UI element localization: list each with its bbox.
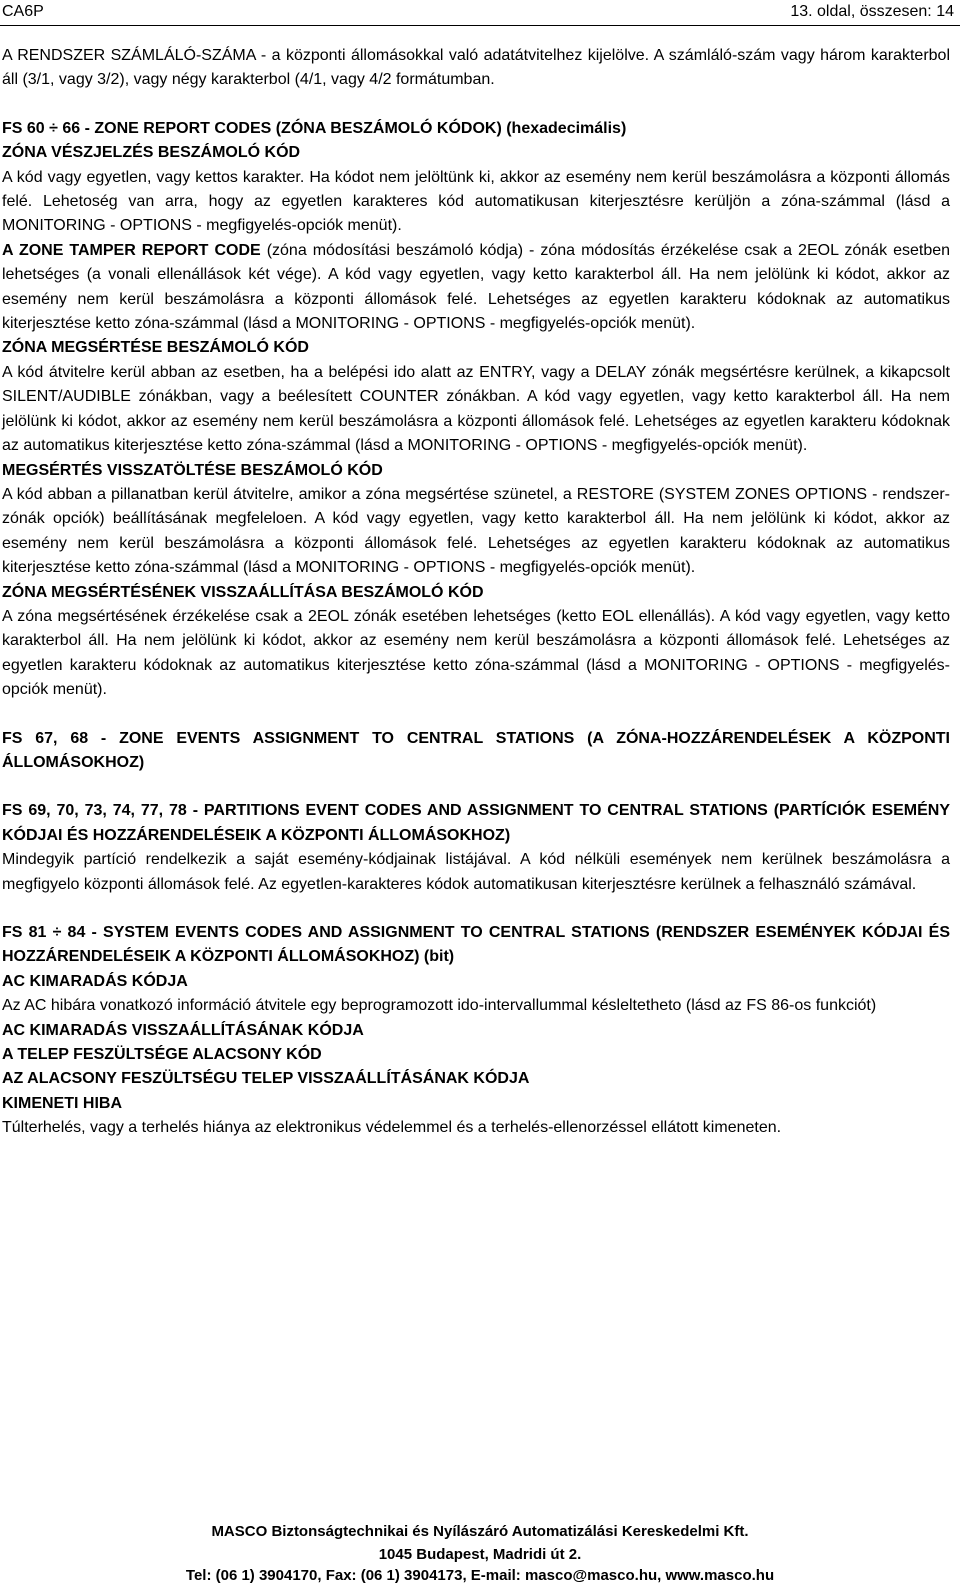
paragraph: A kód abban a pillanatban kerül átvitelre, amikor a zóna megsértése szünetel, a RESTORE (SYSTEM ZONES OPTIONS - rendszer-zónák opciók) beállításának megfeleloen. A kód vagy egyetlen, vagy ketto karakterbol áll. Ha nem jelölünk ki kódot, akkor az esemény nem kerül beszámolásra a központi állomások felé. Lehetséges az egyetlen karakteru kódoknak az automatikus kiterjesztése ketto zóna-számmal (lásd a MONITORING - OPTIONS - megfigyelés-opciók menüt).: [2, 485, 950, 577]
header-doc-id: CA6P: [2, 3, 44, 20]
section-heading: FS 67, 68 - ZONE EVENTS ASSIGNMENT TO CENTRAL STATIONS (A ZÓNA-HOZZÁRENDELÉSEK A KÖZPONTI ÁLLOMÁSOKHOZ): [2, 729, 950, 771]
section-heading: ZÓNA MEGSÉRTÉSÉNEK VISSZAÁLLÍTÁSA BESZÁMOLÓ KÓD: [2, 583, 484, 601]
section-heading: ZÓNA MEGSÉRTÉSE BESZÁMOLÓ KÓD: [2, 339, 309, 357]
paragraph: Az AC hibára vonatkozó információ átvitele egy beprogramozott ido-intervallummal késleltetheto (lásd az FS 86-os funkciót): [2, 997, 877, 1015]
section-heading: FS 81 ÷ 84 - SYSTEM EVENTS CODES AND ASSIGNMENT TO CENTRAL STATIONS (RENDSZER ESEMÉNYEK KÓDJAI ÉS HOZZÁRENDELÉSEIK A KÖZPONTI ÁLLOMÁSOKHOZ) (bit): [2, 924, 950, 966]
section-heading: AC KIMARADÁS KÓDJA: [2, 972, 188, 990]
section-heading: AC KIMARADÁS VISSZAÁLLÍTÁSÁNAK KÓDJA: [2, 1021, 364, 1039]
section-heading: FS 60 ÷ 66 - ZONE REPORT CODES (ZÓNA BESZÁMOLÓ KÓDOK) (hexadecimális): [2, 119, 627, 137]
section-heading: AZ ALACSONY FESZÜLTSÉGU TELEP VISSZAÁLLÍTÁSÁNAK KÓDJA: [2, 1070, 530, 1088]
paragraph: A zóna megsértésének érzékelése csak a 2EOL zónák esetében lehetséges (ketto EOL ellenállás). A kód vagy egyetlen, vagy ketto karakterbol áll. Ha nem jelölünk ki kódot, akkor az esemény nem kerül beszámolásra a központi állomások felé. Lehetséges az egyetlen karakteru kódoknak az automatikus kiterjesztése ketto zóna-számmal (lásd a MONITORING - OPTIONS - megfigyelés-opciók menüt).: [2, 607, 950, 699]
paragraph: A kód vagy egyetlen, vagy kettos karakter. Ha kódot nem jelöltünk ki, akkor az esemény nem kerül beszámolásra a központi állomás felé. Lehetoség van arra, hogy az egyetlen karakteres kód automatikusan kiterjesztésre kerüljön a zóna-számmal (lásd a MONITORING - OPTIONS - megfigyelés-opciók menüt).: [2, 168, 950, 235]
section-heading: ZÓNA VÉSZJELZÉS BESZÁMOLÓ KÓD: [2, 144, 301, 162]
section-heading: FS 69, 70, 73, 74, 77, 78 - PARTITIONS EVENT CODES AND ASSIGNMENT TO CENTRAL STATIONS (PARTÍCIÓK ESEMÉNY KÓDJAI ÉS HOZZÁRENDELÉSEIK A KÖZPONTI ÁLLOMÁSOKHOZ): [2, 802, 950, 844]
paragraph-spacer: [2, 897, 950, 921]
section-heading: KIMENETI HIBA: [2, 1094, 122, 1112]
paragraph: [2, 239, 950, 337]
paragraph: A kód átvitelre kerül abban az esetben, ha a belépési ido alatt az ENTRY, vagy a DELAY zónák megsértésre kerülnek, a kikapcsolt SILENT/AUDIBLE zónákban, vagy a beélesített COUNTER zónákban. A kód vagy egyetlen, vagy ketto karakterbol áll. Ha nem jelölünk ki kódot, akkor az esemény nem kerül beszámolásra a központi állomások felé. Lehetséges az egyetlen karakteru kódoknak az automatikus kiterjesztése ketto zóna-számmal (lásd a MONITORING - OPTIONS - megfigyelés-opciók menüt).: [2, 363, 950, 455]
page-header: [2, 0, 954, 24]
footer-address: 1045 Budapest, Madridi út 2.: [378, 1546, 582, 1563]
paragraph: A RENDSZER SZÁMLÁLÓ-SZÁMA - a központi állomásokkal való adatátvitelhez kijelölve. A számláló-szám vagy három karakterbol áll (3/1, vagy 3/2), vagy négy karakterbol (4/1, vagy 4/2 formátumban.: [2, 47, 950, 89]
paragraph-spacer: [2, 93, 950, 117]
footer-contact: Tel: (06 1) 3904170, Fax: (06 1) 3904173, E-mail: masco@masco.hu, www.masco.hu: [185, 1567, 775, 1584]
section-heading: A TELEP FESZÜLTSÉGE ALACSONY KÓD: [2, 1046, 322, 1064]
paragraph-spacer: [2, 703, 950, 727]
paragraph: Mindegyik partíció rendelkezik a saját esemény-kódjainak listájával. A kód nélküli események nem kerülnek beszámolásra a megfigyelo központi állomások felé. Az egyetlen-karakteres kódok automatikusan kiterjesztésre kerülnek a felhasználó számával.: [2, 851, 950, 893]
footer-company: MASCO Biztonságtechnikai és Nyílászáró Automatizálási Kereskedelmi Kft.: [211, 1523, 749, 1540]
header-page-number: 13. oldal, összesen: 14: [790, 3, 954, 20]
header-divider: [0, 25, 960, 26]
paragraph-text: (zóna módosítási beszámoló kódja) - zóna módosítás érzékelése csak a 2EOL zónák esetben lehetséges (a vonali ellenállások két vége). A kód vagy egyetlen, vagy ketto karakterbol áll. Ha nem jelölünk ki kódot, akkor az esemény nem kerül beszámolásra a központi állomások felé. Lehetséges az egyetlen karakteru kódoknak az automatikus kiterjesztése ketto zóna-számmal (lásd a MONITORING - OPTIONS - megfigyelés-opciók menüt).: [2, 241, 951, 333]
document-body: [2, 44, 950, 1141]
paragraph-spacer: [2, 775, 950, 799]
inline-heading: A ZONE TAMPER REPORT CODE: [2, 241, 261, 259]
paragraph: Túlterhelés, vagy a terhelés hiánya az elektronikus védelemmel és a terhelés-ellenorzéssel ellátott kimeneten.: [2, 1119, 782, 1137]
section-heading: MEGSÉRTÉS VISSZATÖLTÉSE BESZÁMOLÓ KÓD: [2, 461, 383, 479]
